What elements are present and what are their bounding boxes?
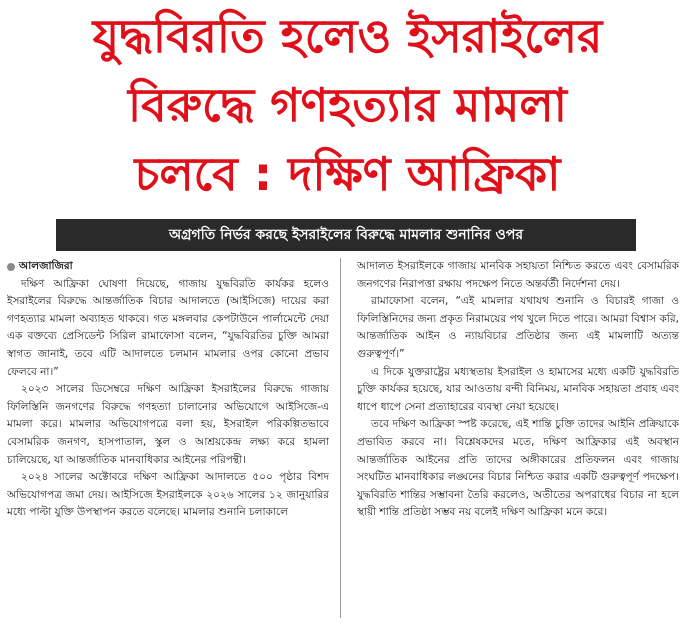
source-name: আলজাজিরা xyxy=(19,260,73,272)
right-column xyxy=(357,258,679,624)
subheadline: অগ্রগতি নির্ভর করছে ইসরাইলের বিরুদ্ধে মামলার শুনানির ওপর xyxy=(168,227,524,243)
paragraph: ২০২৩ সালের ডিসেম্বরে দক্ষিণ আফ্রিকা ইসরাইলের বিরুদ্ধে গাজায় ফিলিস্তিনি জনগণের বিরুদ্ধে গণহত্যা চালানোর অভিযোগে আইসিজে-এ মামলা করে। মামলার অভিযোগপত্রে বলা হয়, ইসরাইল পরিকল্পিতভাবে বেসামরিক জনগণ, হাসপাতাল, স্কুল ও আশ্রয়কেন্দ্র লক্ষ্য করে হামলা চালিয়েছে, যা আন্তর্জাতিক মানবাধিকার আইনের পরিপন্থী। xyxy=(7,383,329,466)
source-credit xyxy=(7,258,329,276)
paragraph: আদালত ইসরাইলকে গাজায় মানবিক সহায়তা নিশ্চিত করতে এবং বেসামরিক জনগণের নিরাপত্তা রক্ষায় পদক্ষেপ নিতে অন্তর্বর্তী নির্দেশনা দেয়। xyxy=(357,260,679,290)
paragraph: রামাফোসা বলেন, “এই মামলার যথাযথ শুনানি ও বিচারই গাজা ও ফিলিস্তিনিদের জন্য প্রকৃত নিরাময়ের পথ খুলে দিতে পারে। আমরা বিশ্বাস করি, আন্তর্জাতিক আইন ও ন্যায়বিচার প্রতিষ্ঠার জন্য এই মামলাটি অত্যন্ত গুরুত্বপূর্ণ।” xyxy=(357,295,679,360)
paragraph: ২০২৪ সালের অক্টোবরে দক্ষিণ আফ্রিকা আদালতে ৫০০ পৃষ্ঠার বিশদ অভিযোগপত্র জমা দেয়। আইসিজে ইসরাইলকে ২০২৬ সালের ১২ জানুয়ারির মধ্যে পাল্টা যুক্তি উপস্থাপন করতে বলেছে। মামলার শুনানি চলাকালে xyxy=(7,471,329,519)
paragraph: এ দিকে যুক্তরাষ্ট্রের মধ্যস্থতায় ইসরাইল ও হামাসের মধ্যে একটি যুদ্ধবিরতি চুক্তি কার্যকর হয়েছে, যার আওতায় বন্দী বিনিময়, মানবিক সহায়তা প্রবাহ এবং ধাপে ধাপে সেনা প্রত্যাহারের ব্যবস্থা নেয়া হয়েছে। xyxy=(357,365,679,413)
headline-line-2: বিরুদ্ধে গণহত্যার মামলা xyxy=(128,78,567,132)
left-column xyxy=(7,258,329,618)
subheadline-bar xyxy=(56,219,636,251)
paragraph: তবে দক্ষিণ আফ্রিকা স্পষ্ট করেছে, এই শান্তি চুক্তি তাদের আইনি প্রক্রিয়াকে প্রভাবিত করবে না। বিশ্লেষকদের মতে, দক্ষিণ আফ্রিকার এই অবস্থান আন্তর্জাতিক আইনের প্রতি তাদের অঙ্গীকারের প্রতিফলন এবং গাজায় সংঘটিত মানবাধিকার লঙ্ঘনের বিচার নিশ্চিত করার একটি গুরুত্বপূর্ণ পদক্ষেপ। যুদ্ধবিরতি শান্তির সম্ভাবনা তৈরি করলেও, অতীতের অপরাধের বিচার না হলে স্থায়ী শান্তি প্রতিষ্ঠা সম্ভব নয় বলেই দক্ষিণ আফ্রিকা মনে করে। xyxy=(357,418,679,519)
headline xyxy=(0,2,695,209)
headline-line-3: চলবে : দক্ষিণ আফ্রিকা xyxy=(134,147,561,201)
bullet-icon xyxy=(7,263,15,271)
paragraph: দক্ষিণ আফ্রিকা ঘোষণা দিয়েছে, গাজায় যুদ্ধবিরতি কার্যকর হলেও ইসরাইলের বিরুদ্ধে আন্তর্জাতিক বিচার আদালতে (আইসিজে) দায়ের করা গণহত্যার মামলা অব্যাহত থাকবে। গত মঙ্গলবার কেপটাউনে পার্লামেন্টে দেয়া এক বক্তব্যে প্রেসিডেন্ট সিরিল রামাফোসা বলেন, “যুদ্ধবিরতির চুক্তি আমরা স্বাগত জানাই, তবে এটি আদালতে চলমান মামলার ওপর কোনো প্রভাব ফেলবে না।” xyxy=(7,277,329,378)
headline-line-1: যুদ্ধবিরতি হলেও ইসরাইলের xyxy=(92,9,603,63)
column-divider xyxy=(340,258,341,618)
